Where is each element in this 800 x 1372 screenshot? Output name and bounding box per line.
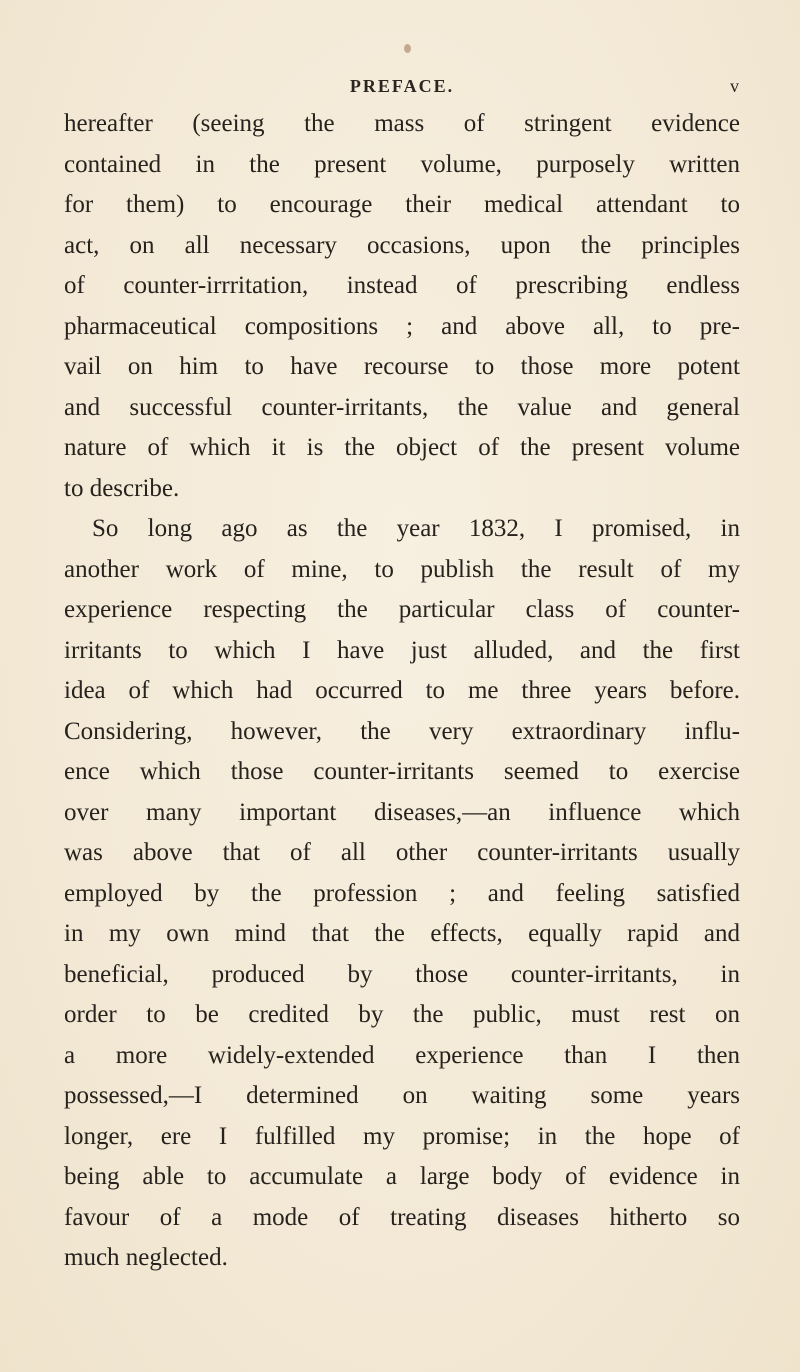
text-line: was above that of all other counter-irritants usually	[64, 839, 740, 866]
text-line: longer, ere I fulfilled my promise; in the hope of	[64, 1122, 740, 1150]
text-line: order to be credited by the public, must rest on	[64, 1001, 740, 1028]
running-head: PREFACE.	[349, 76, 455, 96]
text-line: of counter-irrritation, instead of prescribing endless	[64, 272, 740, 299]
paragraph-end-line: to describe.	[64, 474, 180, 502]
paragraph-start-line: So long ago as the year 1832, I promised, in	[92, 515, 740, 542]
text-line: ence which those counter-irritants seemed to exercise	[64, 758, 740, 785]
page-header	[64, 70, 740, 104]
text-line: vail on him to have recourse to those more potent	[64, 353, 740, 380]
text-line: and successful counter-irritants, the value and general	[64, 393, 740, 421]
text-line: Considering, however, the very extraordinary influ-	[64, 717, 740, 745]
text-line: employed by the profession ; and feeling satisfied	[64, 879, 740, 907]
text-line: hereafter (seeing the mass of stringent evidence	[64, 110, 740, 137]
text-line: act, on all necessary occasions, upon the principles	[64, 231, 740, 259]
text-line: another work of mine, to publish the result of my	[64, 555, 740, 583]
text-line: over many important diseases,—an influence which	[64, 798, 740, 826]
text-line: favour of a mode of treating diseases hitherto so	[64, 1203, 740, 1231]
text-line: pharmaceutical compositions ; and above all, to pre-	[64, 312, 740, 340]
text-line: idea of which had occurred to me three years before.	[64, 677, 740, 704]
text-line: possessed,—I determined on waiting some years	[64, 1082, 740, 1109]
text-line: nature of which it is the object of the present volume	[64, 434, 740, 461]
text-line: being able to accumulate a large body of evidence in	[64, 1163, 740, 1190]
text-line: for them) to encourage their medical attendant to	[64, 191, 740, 218]
text-line: a more widely-extended experience than I then	[64, 1041, 740, 1069]
text-line: experience respecting the particular class of counter-	[64, 596, 740, 623]
page-number: v	[730, 76, 740, 96]
text-line: beneficial, produced by those counter-irritants, in	[64, 960, 740, 988]
ink-speck	[404, 44, 411, 53]
text-line: in my own mind that the effects, equally rapid and	[64, 920, 740, 947]
text-line: irritants to which I have just alluded, and the first	[64, 636, 740, 664]
text-line: contained in the present volume, purposely written	[64, 150, 740, 178]
paragraph-end-line: much neglected.	[64, 1244, 228, 1271]
body-text	[64, 104, 740, 1279]
